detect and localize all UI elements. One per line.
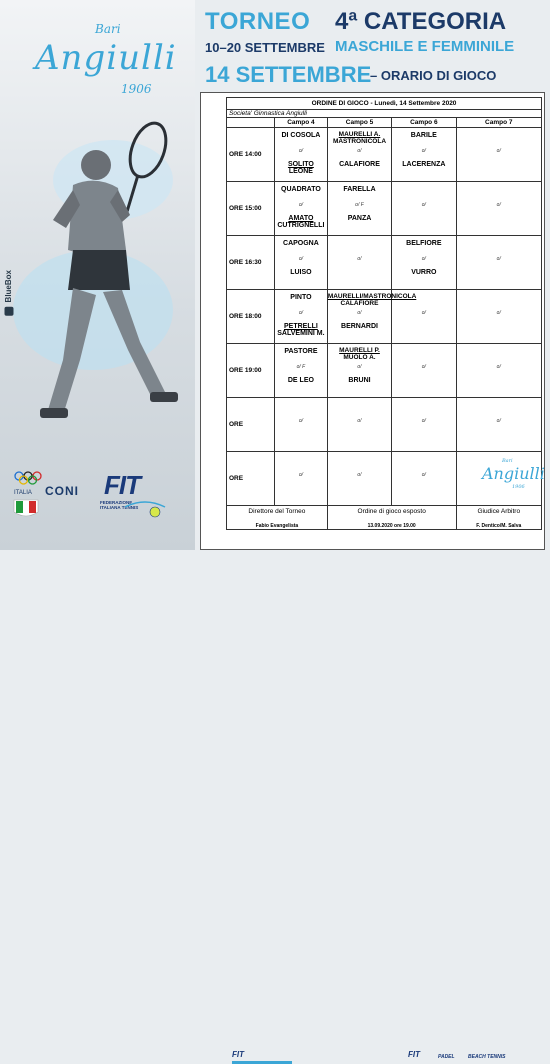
fit-subtitle: FEDERAZIONE ITALIANA TENNIS <box>100 500 139 510</box>
header <box>195 0 550 92</box>
match-cell <box>456 182 541 236</box>
match-cell <box>327 290 417 344</box>
match-separator: o/ <box>421 148 426 154</box>
match-separator: o/ <box>298 148 303 154</box>
match-cell <box>275 452 328 506</box>
tennis-player-image <box>18 110 188 440</box>
player-1a: MAURELLI A. <box>338 131 381 138</box>
director-label: Direttore del Torneo <box>248 508 306 515</box>
time-slot: ORE 18:00 <box>227 290 275 344</box>
match-cell <box>327 344 391 398</box>
match-separator: o/ <box>298 202 303 208</box>
referee-label: Giudice Arbitro <box>477 508 521 515</box>
time-slot: ORE 15:00 <box>227 182 275 236</box>
player-2b: LEONE <box>288 168 313 175</box>
sponsor-fit-2: FIT <box>408 1050 420 1059</box>
player-2b: CUTRIGNELLI <box>277 222 325 229</box>
schedule-row <box>227 290 542 344</box>
match-cell <box>456 344 541 398</box>
player-2b: SALVEMINI M. <box>277 330 325 337</box>
player-2: LUISO <box>290 269 312 276</box>
brand-year: 1906 <box>121 82 152 96</box>
time-slot: ORE 16:30 <box>227 236 275 290</box>
court-header: Campo 4 <box>275 118 328 128</box>
match-separator: o/ <box>357 148 362 154</box>
schedule-row <box>227 398 542 452</box>
player-1-pair <box>328 131 391 145</box>
title-maschile-femminile: MASCHILE E FEMMINILE <box>335 38 515 55</box>
match-separator: o/ <box>496 148 501 154</box>
italia-label: ITALIA <box>14 490 32 496</box>
match-separator: o/ <box>496 202 501 208</box>
time-slot: ORE 14:00 <box>227 128 275 182</box>
player-2a: PETRELLI <box>283 323 318 330</box>
schedule-row <box>227 182 542 236</box>
match-separator: o/ F <box>296 364 306 370</box>
brand-name: Angiulli <box>35 38 177 78</box>
player-1: CAPOGNA <box>283 240 319 247</box>
match-cell <box>456 236 541 290</box>
player-2: BERNARDI <box>341 323 378 330</box>
match-separator: o/ <box>298 256 303 262</box>
player-1-pair <box>328 347 391 361</box>
match-cell <box>327 128 391 182</box>
director-value: Fabio Evangelista <box>255 523 299 529</box>
match-cell <box>392 236 456 290</box>
player-2a: AMATO <box>288 215 314 222</box>
match-cell <box>392 290 456 344</box>
schedule-row <box>227 344 542 398</box>
player-2: BRUNI <box>348 377 371 384</box>
bluebox-logo <box>4 270 14 316</box>
player-1: BELFIORE <box>406 240 442 247</box>
tournament-dates: 10–20 SETTEMBRE <box>205 40 325 55</box>
coni-label: CONI <box>45 484 79 498</box>
player-1a: MAURELLI/MASTRONICOLA <box>327 293 417 300</box>
match-cell <box>392 398 456 452</box>
match-cell <box>327 452 391 506</box>
player-1b: MASTRONICOLA <box>332 138 387 145</box>
match-separator: o/ <box>357 310 362 316</box>
player-2: DE LEO <box>287 377 314 384</box>
match-cell <box>327 182 391 236</box>
match-separator: o/ <box>421 310 426 316</box>
title-categoria: 4ª CATEGORIA <box>335 8 507 35</box>
player-1: DI COSOLA <box>281 132 321 139</box>
poster-panel <box>0 0 195 550</box>
court-header: Campo 5 <box>327 118 391 128</box>
match-separator: o/ <box>496 418 501 424</box>
match-separator: o/ <box>496 256 501 262</box>
match-cell <box>275 398 328 452</box>
sponsor-beach-tennis: BEACH TENNIS <box>468 1054 506 1060</box>
player-2-pair <box>275 161 327 175</box>
match-cell <box>275 344 328 398</box>
match-separator: o/ <box>421 256 426 262</box>
fit-logo: FIT <box>104 470 140 500</box>
match-cell <box>275 182 328 236</box>
time-slot: ORE <box>227 398 275 452</box>
match-separator: o/ <box>421 202 426 208</box>
match-cell <box>456 398 541 452</box>
time-slot: ORE 19:00 <box>227 344 275 398</box>
match-cell <box>275 128 328 182</box>
brand-bari: Bari <box>95 22 121 36</box>
corner-year: 1906 <box>512 484 525 490</box>
schedule-title: ORDINE DI GIOCO - Lunedì, 14 Settembre 2020 <box>227 98 542 110</box>
player-2: PANZA <box>347 215 372 222</box>
sponsor-strip <box>0 523 550 1060</box>
match-cell <box>456 128 541 182</box>
player-1: PINTO <box>290 294 312 301</box>
player-2: CALAFIORE <box>339 161 380 168</box>
match-cell <box>392 128 456 182</box>
title-torneo: TORNEO <box>205 8 311 35</box>
match-cell <box>327 236 391 290</box>
schedule-row <box>227 236 542 290</box>
corner-name: Angiulli <box>482 464 545 483</box>
title-orario: – ORARIO DI GIOCO <box>370 68 497 83</box>
player-2: LACERENZA <box>402 161 446 168</box>
posted-label: Ordine di gioco esposto <box>357 508 426 515</box>
courts-header-row <box>227 118 542 128</box>
match-cell <box>327 398 391 452</box>
match-separator: o/ <box>298 310 303 316</box>
corner-bari: Bari <box>502 458 513 464</box>
player-2: VURRO <box>411 269 437 276</box>
match-separator: o/ <box>496 310 501 316</box>
player-1: FARELLA <box>343 186 376 193</box>
match-cell <box>392 344 456 398</box>
title-day: 14 SETTEMBRE <box>205 62 372 87</box>
bluebox-label: BlueBox <box>4 270 13 303</box>
sponsor-fit-1: FIT <box>232 1050 244 1059</box>
referee-value: F. Dentico/M. Salva <box>476 523 522 529</box>
court-header: Campo 6 <box>392 118 456 128</box>
schedule-body <box>227 128 542 506</box>
match-separator: o/ F <box>355 202 364 208</box>
player-1-pair <box>327 293 417 307</box>
posted-value: 13.09.2020 ore 19.00 <box>367 523 416 529</box>
court-header: Campo 7 <box>456 118 541 128</box>
match-separator: o/ <box>421 364 426 370</box>
player-2a: SOLITO <box>287 161 314 168</box>
player-1b: MUOLO A. <box>343 354 376 361</box>
match-cell <box>392 182 456 236</box>
player-1b: CALAFIORE <box>340 300 379 307</box>
match-cell <box>456 290 541 344</box>
player-1: QUADRATO <box>281 186 321 193</box>
player-1a: MAURELLI P. <box>339 347 380 354</box>
match-separator: o/ <box>298 418 303 424</box>
bluebox-icon <box>5 307 14 316</box>
player-2-pair <box>275 323 327 337</box>
match-separator: o/ <box>421 472 426 478</box>
match-cell <box>392 452 456 506</box>
match-cell <box>275 236 328 290</box>
schedule-row <box>227 128 542 182</box>
player-2-pair <box>275 215 327 229</box>
match-separator: o/ <box>357 472 362 478</box>
match-separator: o/ <box>421 418 426 424</box>
player-1: BARILE <box>410 132 437 139</box>
match-separator: o/ <box>357 364 362 370</box>
match-separator: o/ <box>357 256 362 262</box>
sponsor-padel: PADEL <box>438 1054 455 1060</box>
match-separator: o/ <box>298 472 303 478</box>
time-slot: ORE <box>227 452 275 506</box>
match-cell <box>275 290 328 344</box>
tennis-ball-icon <box>85 472 175 522</box>
match-separator: o/ <box>496 364 501 370</box>
match-separator: o/ <box>357 418 362 424</box>
angiulli-corner-logo <box>478 452 545 497</box>
time-header <box>227 118 275 128</box>
player-1: PASTORE <box>284 348 318 355</box>
society-name: Societa' Ginnastica Angiulli <box>227 110 542 118</box>
